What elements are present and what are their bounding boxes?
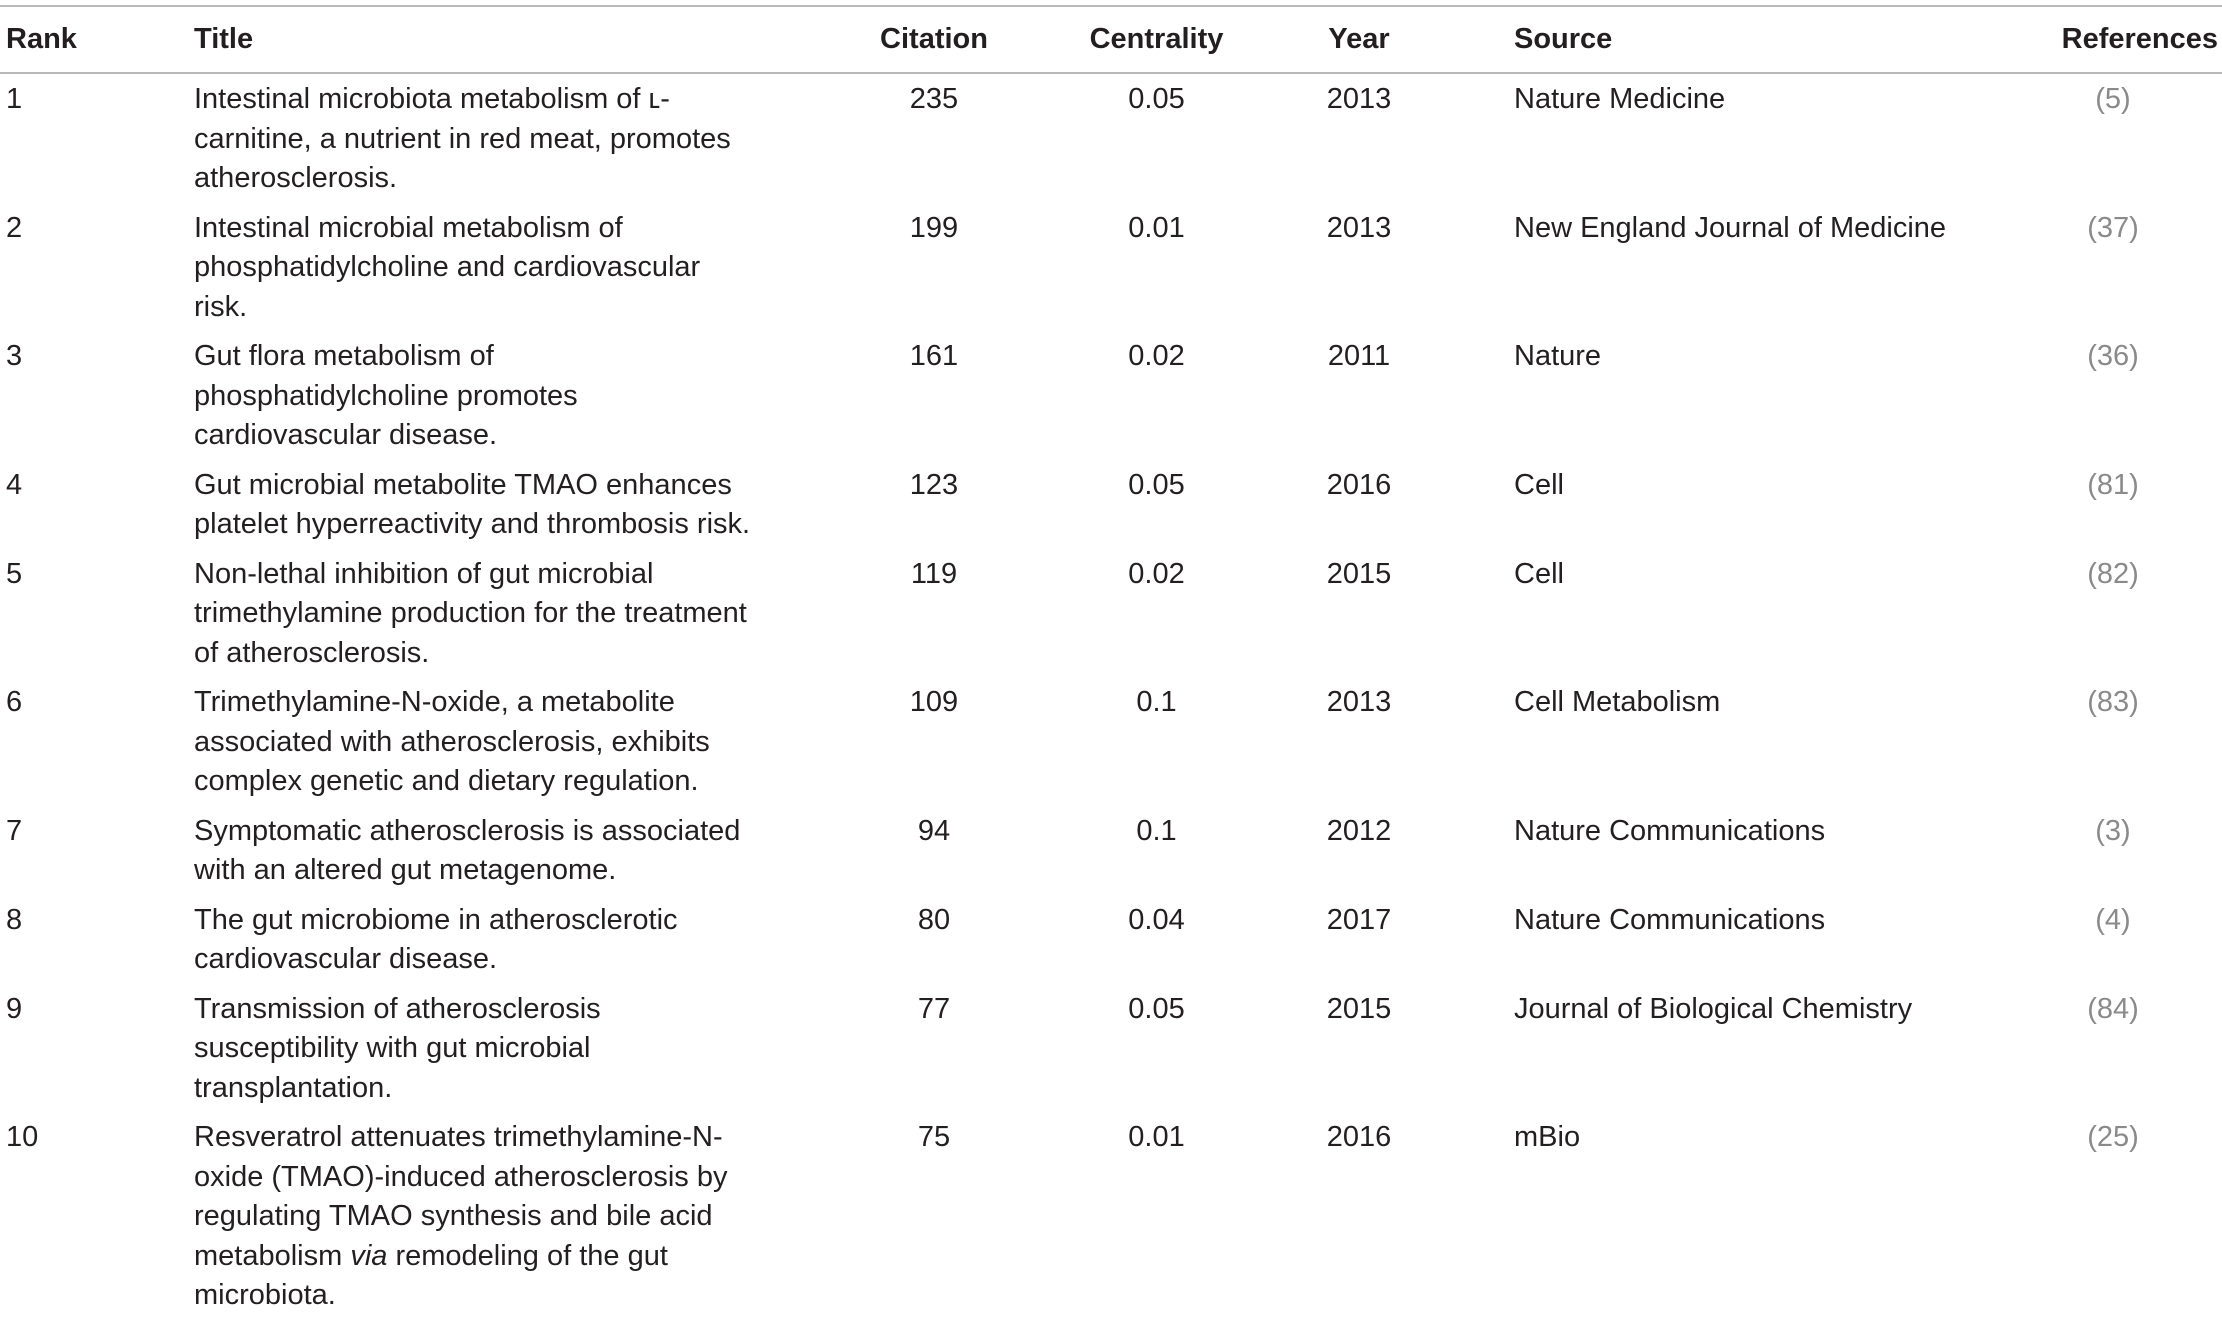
cell-year: 2017: [1326, 903, 1392, 936]
title-text: Transmission of atherosclerosis susceptibility with gut microbial transplantation.: [194, 992, 601, 1104]
cell-year: 2013: [1326, 83, 1392, 115]
cell-reference: [2004, 1112, 2222, 1320]
cell-centrality: 0.05: [1128, 83, 1185, 115]
cell-rank: 5: [6, 557, 23, 590]
table-row: [0, 549, 2222, 678]
cell-year: 2013: [1326, 211, 1392, 244]
cell-source: Cell Metabolism: [1514, 686, 1721, 718]
table-row: [0, 895, 2222, 984]
cell-source: Nature Medicine: [1514, 83, 1726, 115]
table-row: [0, 984, 2222, 1113]
cell-title: [194, 460, 814, 549]
table-row: [0, 460, 2222, 549]
cell-rank: 6: [6, 686, 23, 718]
cell-title: [194, 677, 814, 806]
table-body: [0, 73, 2222, 1320]
table-row: [0, 806, 2222, 895]
cell-source: New England Journal of Medicine: [1514, 211, 1947, 244]
cell-title: [194, 331, 814, 460]
cell-rank: 10: [6, 1121, 39, 1153]
reference-link[interactable]: (36): [2087, 340, 2139, 372]
cell-centrality: 0.04: [1128, 903, 1185, 936]
table-row: [0, 73, 2222, 203]
title-text: Non-lethal inhibition of gut microbial trimethylamine production for the treatment of atherosclerosis.: [194, 557, 747, 669]
reference-link[interactable]: (25): [2087, 1121, 2139, 1153]
cell-centrality: 0.05: [1128, 992, 1185, 1025]
top-cited-references-table: [0, 5, 2222, 1320]
cell-centrality: 0.1: [1136, 686, 1177, 718]
reference-link[interactable]: (83): [2087, 686, 2139, 718]
title-text: Gut flora metabolism of phosphatidylcholine promotes cardiovascular disease.: [194, 340, 578, 451]
table-row: [0, 677, 2222, 806]
table-row: [0, 203, 2222, 332]
reference-link[interactable]: (84): [2087, 992, 2139, 1025]
cell-source: Nature: [1514, 340, 1602, 372]
cell-centrality: 0.02: [1128, 340, 1185, 372]
table-row: [0, 1112, 2222, 1320]
header-centrality: Centrality: [1089, 22, 1224, 55]
cell-citation: 109: [909, 686, 959, 718]
cell-year: 2016: [1326, 468, 1392, 501]
cell-source: Cell: [1514, 468, 1564, 501]
citation-table-container: [0, 5, 2218, 1320]
table-header: [0, 6, 2222, 73]
cell-reference: [2004, 460, 2222, 549]
cell-title: [194, 984, 814, 1113]
cell-citation: 77: [917, 992, 951, 1025]
cell-reference: [2004, 203, 2222, 332]
cell-source: Cell: [1514, 557, 1564, 590]
header-row: [0, 6, 2222, 73]
cell-citation: 119: [910, 557, 958, 590]
title-text: Intestinal microbial metabolism of phosphatidylcholine and cardiovascular risk.: [194, 211, 701, 323]
reference-link[interactable]: (4): [2095, 903, 2131, 936]
cell-year: 2015: [1326, 557, 1392, 590]
reference-link[interactable]: (37): [2087, 211, 2139, 244]
title-text-part: Resveratrol attenuates trimethylamine-N-oxide (TMAO)-induced atherosclerosis by regulating TMAO synthesis and bile acid metabolism: [194, 1121, 728, 1272]
cell-reference: [2004, 984, 2222, 1113]
cell-centrality: 0.02: [1128, 557, 1185, 590]
header-title: Title: [194, 22, 254, 55]
cell-year: 2012: [1326, 814, 1392, 847]
cell-reference: [2004, 677, 2222, 806]
header-rank: Rank: [6, 22, 77, 55]
cell-citation: 235: [909, 83, 959, 115]
cell-reference: [2004, 806, 2222, 895]
cell-rank: 8: [6, 903, 23, 936]
cell-year: 2016: [1326, 1121, 1392, 1153]
header-year: Year: [1328, 22, 1390, 55]
cell-year: 2015: [1326, 992, 1392, 1025]
cell-reference: [2004, 331, 2222, 460]
title-text: The gut microbiome in atherosclerotic cardiovascular disease.: [194, 903, 678, 975]
title-text: Trimethylamine-N-oxide, a metabolite associated with atherosclerosis, exhibits complex genetic and dietary regulation.: [194, 686, 710, 797]
cell-title: [194, 806, 814, 895]
cell-rank: 3: [6, 340, 23, 372]
header-citation: Citation: [880, 22, 988, 55]
cell-citation: 123: [909, 468, 959, 501]
cell-reference: [2004, 73, 2222, 203]
reference-link[interactable]: (5): [2095, 83, 2131, 115]
cell-citation: 161: [909, 340, 959, 372]
cell-year: 2013: [1326, 686, 1392, 718]
title-text: Intestinal microbiota metabolism of ʟ-carnitine, a nutrient in red meat, promotes atherosclerosis.: [194, 83, 731, 194]
cell-centrality: 0.05: [1128, 468, 1185, 501]
cell-source: Journal of Biological Chemistry: [1514, 992, 1913, 1025]
reference-link[interactable]: (81): [2087, 468, 2139, 501]
cell-reference: [2004, 895, 2222, 984]
reference-link[interactable]: (82): [2087, 557, 2139, 590]
title-text: Symptomatic atherosclerosis is associated with an altered gut metagenome.: [194, 814, 741, 886]
table-row: [0, 331, 2222, 460]
cell-year: 2011: [1327, 340, 1391, 372]
cell-rank: 4: [6, 468, 23, 501]
cell-rank: 7: [6, 814, 23, 847]
cell-centrality: 0.01: [1128, 211, 1185, 244]
header-references: References: [2061, 22, 2218, 55]
cell-centrality: 0.01: [1128, 1121, 1185, 1153]
cell-title: [194, 549, 814, 678]
cell-title: [194, 73, 814, 203]
cell-title: [194, 895, 814, 984]
cell-title: [194, 1112, 814, 1320]
cell-source: mBio: [1514, 1121, 1581, 1153]
title-text: Gut microbial metabolite TMAO enhances platelet hyperreactivity and thrombosis risk.: [194, 468, 751, 540]
cell-source: Nature Communications: [1514, 903, 1826, 936]
cell-rank: 1: [6, 83, 23, 115]
cell-centrality: 0.1: [1136, 814, 1177, 847]
title-text-part: remodeling of the gut microbiota.: [194, 1239, 668, 1311]
reference-link[interactable]: (3): [2095, 814, 2131, 847]
cell-citation: 80: [917, 903, 951, 936]
cell-rank: 9: [6, 992, 23, 1025]
cell-citation: 75: [917, 1121, 951, 1153]
cell-citation: 199: [909, 211, 959, 244]
cell-citation: 94: [917, 814, 951, 847]
cell-rank: 2: [6, 211, 23, 244]
title-text: [194, 1118, 754, 1316]
cell-reference: [2004, 549, 2222, 678]
cell-source: Nature Communications: [1514, 814, 1826, 847]
title-text-italic: via: [350, 1239, 388, 1272]
cell-title: [194, 203, 814, 332]
header-source: Source: [1514, 22, 1613, 55]
